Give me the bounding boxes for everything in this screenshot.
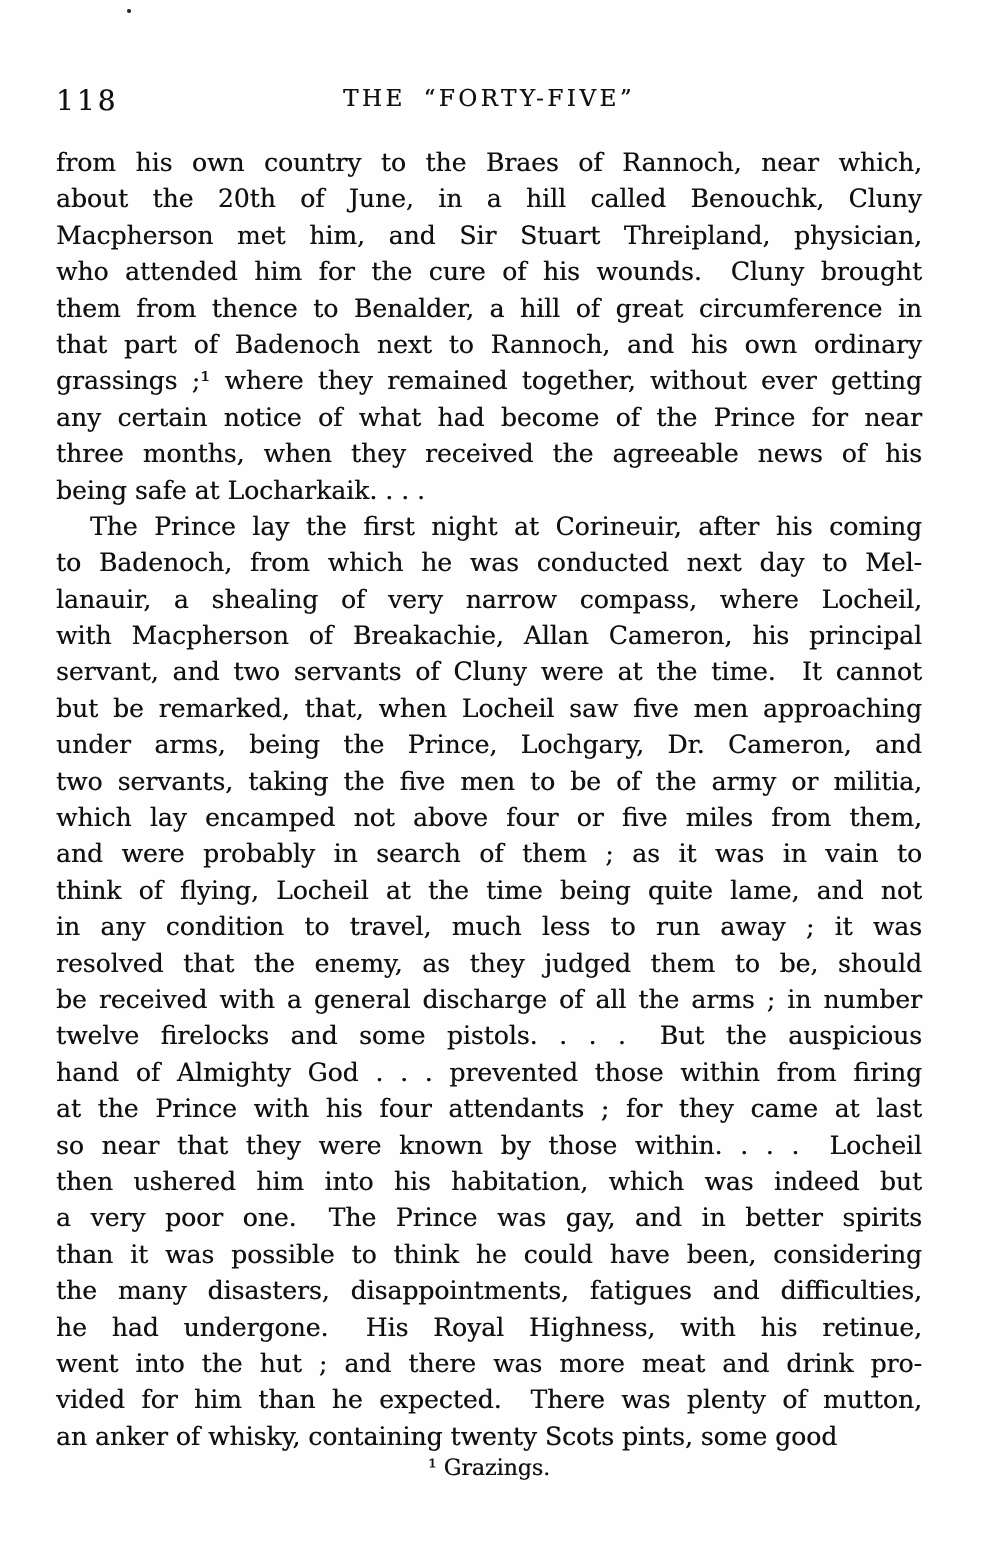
- page-header: [56, 82, 922, 116]
- text-line: and were probably in search of them ; as it was in vain to: [56, 839, 922, 869]
- text-line: servant, and two servants of Cluny were at the time. It cannot: [56, 657, 922, 687]
- text-line: at the Prince with his four attendants ; for they came at last: [56, 1094, 922, 1124]
- text-line: an anker of whisky, containing twenty Scots pints, some good: [56, 1421, 838, 1451]
- text-line: under arms, being the Prince, Lochgary, Dr. Cameron, and: [56, 730, 922, 760]
- scan-speck: [127, 9, 131, 13]
- text-line: a very poor one. The Prince was gay, and in better spirits: [56, 1203, 922, 1233]
- footnote: ¹ Grazings.: [427, 1456, 551, 1481]
- text-line: in any condition to travel, much less to run away ; it was: [56, 912, 922, 942]
- text-line: two servants, taking the five men to be of the army or militia,: [56, 766, 922, 796]
- text-line: resolved that the enemy, as they judged them to be, should: [56, 948, 922, 978]
- text-line: who attended him for the cure of his wounds. Cluny brought: [56, 257, 922, 287]
- text-line: vided for him than he expected. There was plenty of mutton,: [56, 1385, 922, 1415]
- page-number: 118: [56, 84, 119, 117]
- text-line: but be remarked, that, when Locheil saw five men approaching: [56, 693, 922, 723]
- text-line: Macpherson met him, and Sir Stuart Threipland, physician,: [56, 220, 922, 250]
- text-line: hand of Almighty God . . . prevented those within from firing: [56, 1057, 922, 1087]
- text-line: twelve firelocks and some pistols. . . . But the auspicious: [56, 1021, 922, 1051]
- text-line: the many disasters, disappointments, fatigues and difficulties,: [56, 1276, 922, 1306]
- text-line: from his own country to the Braes of Rannoch, near which,: [56, 148, 922, 177]
- text-line: three months, when they received the agreeable news of his: [56, 439, 922, 469]
- paragraph: [56, 509, 922, 1455]
- text-line: any certain notice of what had become of the Prince for near: [56, 402, 922, 432]
- paragraph: [56, 145, 922, 509]
- text-line: went into the hut ; and there was more meat and drink pro-: [56, 1348, 922, 1378]
- text-line: them from thence to Benalder, a hill of great circumference in: [56, 293, 922, 323]
- running-title: THE “FORTY-FIVE”: [343, 86, 635, 112]
- text-line: The Prince lay the first night at Corineuir, after his coming: [90, 511, 922, 541]
- text-block: [56, 145, 922, 1455]
- text-line: which lay encamped not above four or five miles from them,: [56, 803, 922, 833]
- text-line: so near that they were known by those within. . . . Locheil: [56, 1130, 922, 1160]
- text-line: lanauir, a shealing of very narrow compass, where Locheil,: [56, 584, 922, 614]
- text-line: grassings ;¹ where they remained together, without ever getting: [56, 366, 922, 396]
- text-line: he had undergone. His Royal Highness, with his retinue,: [56, 1312, 922, 1342]
- text-line: being safe at Locharkaik. . . .: [56, 475, 425, 505]
- text-line: that part of Badenoch next to Rannoch, and his own ordinary: [56, 329, 922, 359]
- text-line: be received with a general discharge of all the arms ; in number: [56, 984, 922, 1014]
- text-line: than it was possible to think he could have been, considering: [56, 1239, 922, 1269]
- text-line: to Badenoch, from which he was conducted next day to Mel-: [56, 548, 922, 578]
- text-line: then ushered him into his habitation, which was indeed but: [56, 1166, 922, 1196]
- text-line: think of flying, Locheil at the time being quite lame, and not: [56, 875, 922, 905]
- text-line: about the 20th of June, in a hill called Benouchk, Cluny: [56, 184, 922, 214]
- text-line: with Macpherson of Breakachie, Allan Cameron, his principal: [56, 621, 922, 651]
